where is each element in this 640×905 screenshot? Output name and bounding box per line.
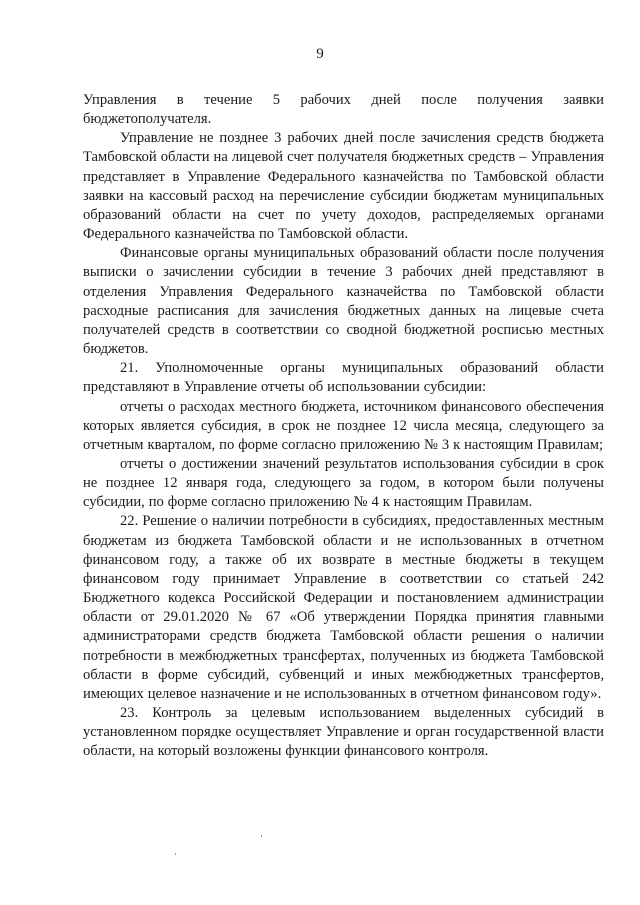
paragraph-treasury-request: Управление не позднее 3 рабочих дней после зачисления средств бюджета Тамбовской области на лицевой счет получателя бюджетных средств – Управления представляет в Управление Федерального казначейства по Тамбовской области заявки на кассовый расход на перечисление субсидии бюджетам муниципальных образований области на счет по учету доходов, распределяемых органами Федерального казначейства по Тамбовской области. [83, 130, 604, 243]
scan-speck [175, 853, 176, 855]
paragraph-continuation: Управления в течение 5 рабочих дней после получения заявки бюджетополучателя. [83, 92, 604, 128]
paragraph-expense-reports: отчеты о расходах местного бюджета, источником финансового обеспечения которых является субсидия, в срок не позднее 12 числа месяца, следующего за отчетным кварталом, по форме согласно приложению № 3 к настоящим Правилам; [83, 398, 604, 453]
paragraph-clause-21: 21. Уполномоченные органы муниципальных образований области представляют в Управление отчеты об использовании субсидии: [83, 360, 604, 396]
paragraph-result-reports: отчеты о достижении значений результатов использования субсидии в срок не позднее 12 января года, следующего за годом, в котором были получены субсидии, по форме согласно приложению № 4 к настоящим Правилам. [83, 455, 604, 511]
page-number: 9 [316, 46, 324, 62]
paragraph-financial-bodies: Финансовые органы муниципальных образований области после получения выписки о зачислении субсидии в течение 3 рабочих дней представляют в отделения Управления Федерального казначейства по Тамбовской области расходные расписания для зачисления бюджетных данных на лицевые счета получателей средств в соответствии со сводной бюджетной росписью местных бюджетов. [83, 245, 604, 358]
paragraph-clause-23: 23. Контроль за целевым использованием выделенных субсидий в установленном порядке осуществляет Управление и орган государственной власти области, на который возложены функции финансового контроля. [83, 705, 604, 760]
paragraph-clause-22: 22. Решение о наличии потребности в субсидиях, предоставленных местным бюджетам из бюджета Тамбовской области и не использованных в отчетном финансовом году, а также об их возврате в местные бюджеты в текущем финансовом году принимает Управление в соответствии со статьей 242 Бюджетного кодекса Российской Федерации и постановлением администрации области от 29.01.2020 № 67 «Об утверждении Порядка принятия главными администраторами средств бюджета Тамбовской области решения о наличии потребности в межбюджетных трансфертах, полученных из бюджета Тамбовской области в форме субсидий, субвенций и иных межбюджетных трансфертов, имеющих целевое назначение и не использованных в отчетном финансовом году». [83, 513, 604, 702]
document-body [83, 91, 604, 761]
scan-speck [261, 835, 262, 837]
